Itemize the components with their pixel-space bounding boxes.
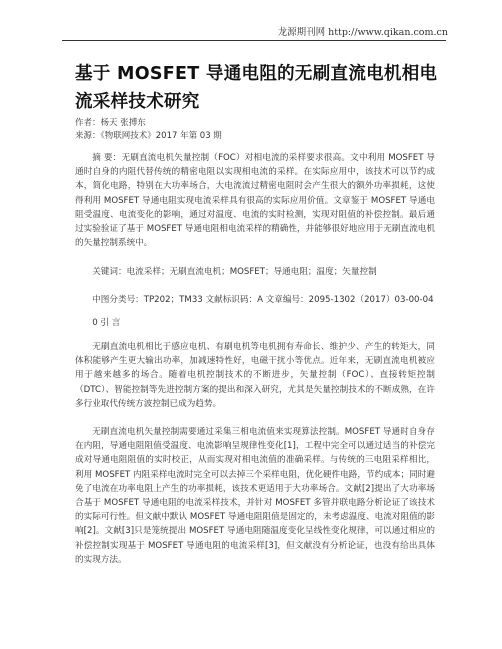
abstract: 摘 要：无刷直流电机矢量控制（FOC）对相电流的采样要求很高。文中利用 MOSFET 导通时自身的内阻代替传统的精密电阻以实现相电流的采样。在实际应用中，该技术可以节约成本，简化电路，特别在大功率场合，大电流流过精密电阻时会产生很大的额外功率损耗，这使得利用 MOSFET 导通电阻实现电流采样具有很高的实际应用价值。文章鉴于 MOSFET 导通电阻受温度、电流变化的影响，通过对温度、电流的实时检测，实现对阻值的补偿控制。最后通过实验验证了基于 MOSFET 导通电阻相电流采样的精确性，并能够很好地应用于无刷直流电机的矢量控制系统中。 bbox=[75, 153, 435, 249]
keywords: 关键词：电流采样；无刷直流电机；MOSFET；导通电阻；温度；矢量控制 bbox=[92, 267, 377, 277]
journal-site-header: 龙源期刊网 http://www.qikan.com.cn bbox=[277, 27, 448, 38]
section-heading: 0 引 言 bbox=[92, 318, 121, 328]
source-line: 来源：《物联网技术》2017 年第 03 期 bbox=[75, 131, 222, 141]
intro-paragraph-1: 无刷直流电机相比于感应电机、有刷电机等电机拥有寿命长、维护少、产生的转矩大，同体积能够产生更大输出功率，加减速特性好，电磁干扰小等优点。近年来，无刷直流电机被应用于越来越多的场合。随着电机控制技术的不断进步，矢量控制（FOC）、直接转矩控制（DTC）、智能控制等先进控制方案的提出和深入研究，尤其是矢量控制技术的不断成熟，在许多行业取代传统方波控制已成为趋势。 bbox=[75, 342, 435, 409]
article-title: 基于 MOSFET 导通电阻的无刷直流电机相电流采样技术研究 bbox=[75, 64, 438, 112]
classification: 中图分类号：TP202；TM33 文献标识码：A 文章编号：2095-1302（2017）03-00-04 bbox=[92, 295, 434, 305]
author-line: 作者：杨天 张搏东 bbox=[75, 118, 146, 128]
intro-paragraph-2: 无刷直流电机矢量控制需要通过采集三相电流值来实现算法控制。MOSFET 导通时自身存在内阻，导通电阻阻值受温度、电流影响呈规律性变化[1]，工程中完全可以通过适当的补偿完成对导通电阻阻值的实时校正，从而实现对相电流值的准确采样。与传统的三电阻采样相比，利用 MOSFET 内阻采样电流时完全可以去掉三个采样电阻，优化硬件电路，节约成本；同时避免了电流在功率电阻上产生的功率损耗，该技术更适用于大功率场合。文献[2]提出了大功率场合基于 MOSFET 导通电阻的电流采样技术，并针对 MOSFET 多管并联电路分析论证了该技术的实际可行性。但文献中默认 MOSFET 导通电阻阻值是固定的，未考虑温度、电流对阻值的影响[2]。文献[3]只是笼统提出 MOSFET 导通电阻随温度变化呈线性变化规律，可以通过相应的补偿控制实现基于 MOSFET 导通电阻的电流采样[3]，但文献没有分析论证，也没有给出具体的实现方法。 bbox=[75, 427, 435, 565]
header-divider bbox=[62, 40, 446, 41]
